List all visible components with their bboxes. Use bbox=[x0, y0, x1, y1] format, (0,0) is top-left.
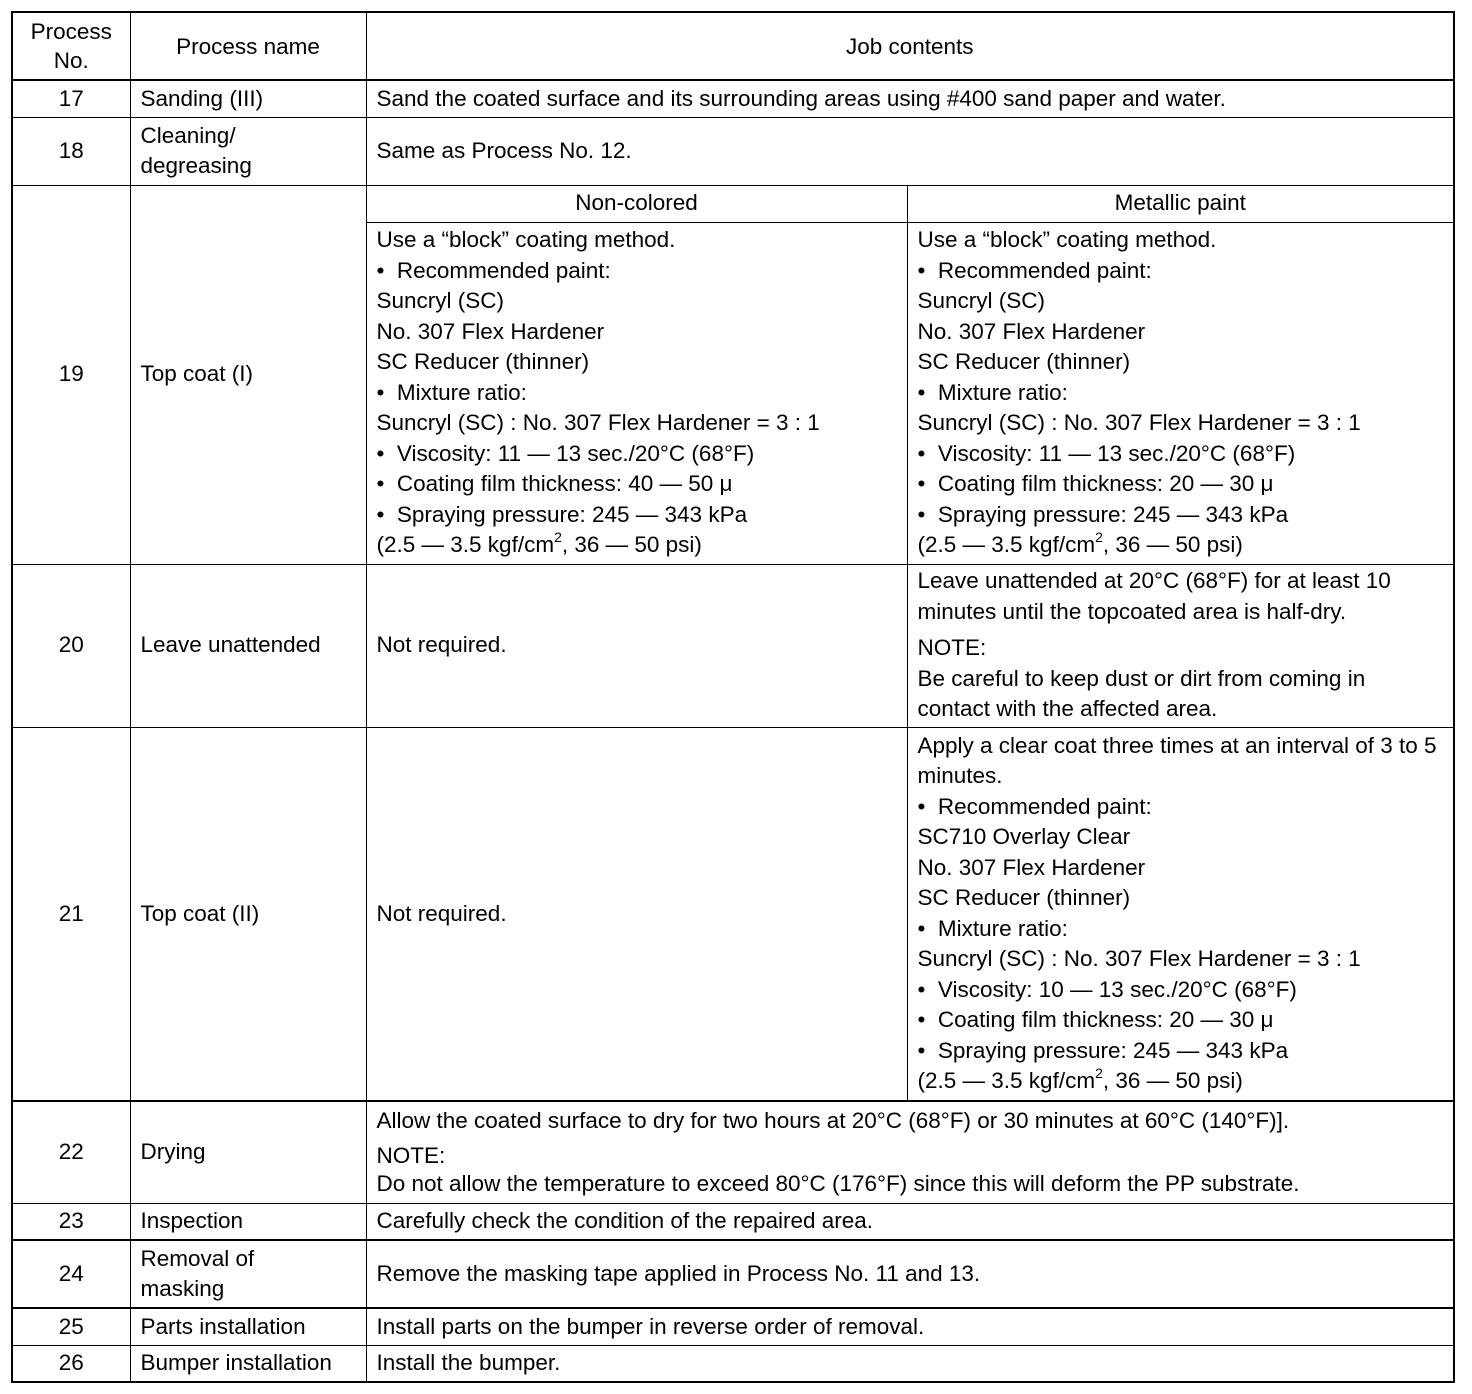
process-name: Drying bbox=[130, 1101, 366, 1203]
table-row bbox=[12, 727, 1454, 1101]
spraying-pressure: • Spraying pressure: 245 — 343 kPa bbox=[918, 500, 1444, 531]
film-thickness: • Coating film thickness: 40 — 50 μ bbox=[377, 469, 897, 500]
process-name bbox=[130, 1240, 366, 1308]
job-content-metallic bbox=[907, 564, 1454, 727]
process-name bbox=[130, 117, 366, 185]
paint-item: No. 307 Flex Hardener bbox=[376, 318, 605, 344]
job-content-non-colored: Not required. bbox=[366, 727, 907, 1101]
note-label: NOTE: bbox=[376, 1142, 446, 1168]
paint-item: SC Reducer (thinner) bbox=[917, 885, 1131, 911]
job-content: Carefully check the condition of the repaired area. bbox=[366, 1203, 1454, 1240]
process-name: Inspection bbox=[130, 1203, 366, 1240]
job-content-non-colored: Not required. bbox=[366, 564, 907, 727]
process-name: Leave unattended bbox=[130, 564, 366, 727]
process-no: 19 bbox=[12, 185, 130, 564]
pressure-alt-units: (2.5 — 3.5 kgf/$cm^2$, 36 — 50 psi) bbox=[376, 529, 702, 558]
process-name-line: Removal of bbox=[140, 1245, 255, 1271]
note-label: NOTE: bbox=[917, 635, 987, 661]
mixture-ratio: Suncryl (SC) : No. 307 Flex Hardener = 3 : 1 bbox=[917, 410, 1361, 436]
mixture-ratio-label: • Mixture ratio: bbox=[918, 378, 1444, 409]
recommended-paint-label: • Recommended paint: bbox=[377, 256, 897, 287]
recommended-paint-label: • Recommended paint: bbox=[918, 256, 1444, 287]
process-name-line: masking bbox=[140, 1276, 225, 1301]
job-content-metallic bbox=[907, 222, 1454, 564]
mixture-ratio: Suncryl (SC) : No. 307 Flex Hardener = 3 : 1 bbox=[376, 410, 820, 436]
spraying-pressure: • Spraying pressure: 245 — 343 kPa bbox=[918, 1036, 1444, 1067]
header-process-no: Process No. bbox=[12, 12, 130, 80]
table-row bbox=[12, 117, 1454, 185]
process-no: 22 bbox=[12, 1101, 130, 1203]
film-thickness: • Coating film thickness: 20 — 30 μ bbox=[918, 469, 1444, 500]
process-no: 20 bbox=[12, 564, 130, 727]
job-content: Sand the coated surface and its surrounding areas using #400 sand paper and water. bbox=[366, 80, 1454, 117]
job-content bbox=[366, 1101, 1454, 1203]
job-content: Install parts on the bumper in reverse order of removal. bbox=[366, 1308, 1454, 1345]
process-name-line: degreasing bbox=[140, 153, 252, 178]
sub-header-metallic: Metallic paint bbox=[907, 185, 1454, 222]
sub-header-non-colored: Non-colored bbox=[366, 185, 907, 222]
coating-method: Use a “block” coating method. bbox=[376, 227, 676, 253]
paint-item: Suncryl (SC) bbox=[376, 288, 505, 314]
job-content-metallic bbox=[907, 727, 1454, 1101]
process-no: 18 bbox=[12, 117, 130, 185]
mixture-ratio-label: • Mixture ratio: bbox=[918, 914, 1444, 945]
process-no: 26 bbox=[12, 1345, 130, 1382]
note-text: Be careful to keep dust or dirt from coming in contact with the affected area. bbox=[917, 665, 1366, 722]
process-table bbox=[11, 11, 1455, 1383]
viscosity: • Viscosity: 11 — 13 sec./20°C (68°F) bbox=[918, 439, 1444, 470]
job-content: Install the bumper. bbox=[366, 1345, 1454, 1382]
leave-unattended-text: Leave unattended at 20°C (68°F) for at least 10 minutes until the topcoated area is half-dry. bbox=[917, 568, 1391, 624]
paint-item: SC710 Overlay Clear bbox=[917, 824, 1131, 850]
header-job-contents: Job contents bbox=[366, 12, 1454, 80]
spraying-pressure: • Spraying pressure: 245 — 343 kPa bbox=[377, 500, 897, 531]
table-row bbox=[12, 1308, 1454, 1345]
paint-item: Suncryl (SC) bbox=[917, 288, 1046, 314]
mixture-ratio: Suncryl (SC) : No. 307 Flex Hardener = 3 : 1 bbox=[917, 946, 1361, 972]
process-no: 25 bbox=[12, 1308, 130, 1345]
film-thickness: • Coating film thickness: 20 — 30 μ bbox=[918, 1005, 1444, 1036]
process-no: 21 bbox=[12, 727, 130, 1101]
mixture-ratio-label: • Mixture ratio: bbox=[377, 378, 897, 409]
header-process-name: Process name bbox=[130, 12, 366, 80]
job-content-non-colored bbox=[366, 222, 907, 564]
pressure-alt-units: (2.5 — 3.5 kgf/$cm^2$, 36 — 50 psi) bbox=[917, 1065, 1243, 1094]
paint-item: SC Reducer (thinner) bbox=[376, 349, 590, 375]
coating-method: Use a “block” coating method. bbox=[917, 227, 1217, 253]
header-row bbox=[12, 12, 1454, 80]
table-row bbox=[12, 80, 1454, 117]
viscosity: • Viscosity: 10 — 13 sec./20°C (68°F) bbox=[918, 975, 1444, 1006]
job-content: Remove the masking tape applied in Process No. 11 and 13. bbox=[366, 1240, 1454, 1308]
process-name-line: Cleaning/ bbox=[140, 122, 236, 148]
paint-item: No. 307 Flex Hardener bbox=[917, 318, 1146, 344]
process-no: 17 bbox=[12, 80, 130, 117]
viscosity: • Viscosity: 11 — 13 sec./20°C (68°F) bbox=[377, 439, 897, 470]
table-row bbox=[12, 1101, 1454, 1203]
process-no: 23 bbox=[12, 1203, 130, 1240]
process-name: Sanding (III) bbox=[130, 80, 366, 117]
drying-text: Allow the coated surface to dry for two hours at 20°C (68°F) or 30 minutes at 60°C (140°F)]. bbox=[376, 1108, 1290, 1133]
process-name: Parts installation bbox=[130, 1308, 366, 1345]
table-row bbox=[12, 564, 1454, 727]
clear-coat-intro: Apply a clear coat three times at an interval of 3 to 5 minutes. bbox=[917, 732, 1437, 789]
table-row bbox=[12, 1345, 1454, 1382]
pressure-alt-units: (2.5 — 3.5 kgf/$cm^2$, 36 — 50 psi) bbox=[917, 529, 1243, 558]
table-row bbox=[12, 1240, 1454, 1308]
process-name: Bumper installation bbox=[130, 1345, 366, 1382]
paint-item: No. 307 Flex Hardener bbox=[917, 854, 1146, 880]
note-text: Do not allow the temperature to exceed 80°C (176°F) since this will deform the PP substrate. bbox=[376, 1170, 1300, 1196]
job-content: Same as Process No. 12. bbox=[366, 117, 1454, 185]
table-row bbox=[12, 1203, 1454, 1240]
recommended-paint-label: • Recommended paint: bbox=[918, 792, 1444, 823]
process-no: 24 bbox=[12, 1240, 130, 1308]
sub-header-row bbox=[12, 185, 1454, 222]
process-name: Top coat (II) bbox=[130, 727, 366, 1101]
paint-item: SC Reducer (thinner) bbox=[917, 349, 1131, 375]
process-name: Top coat (I) bbox=[130, 185, 366, 564]
